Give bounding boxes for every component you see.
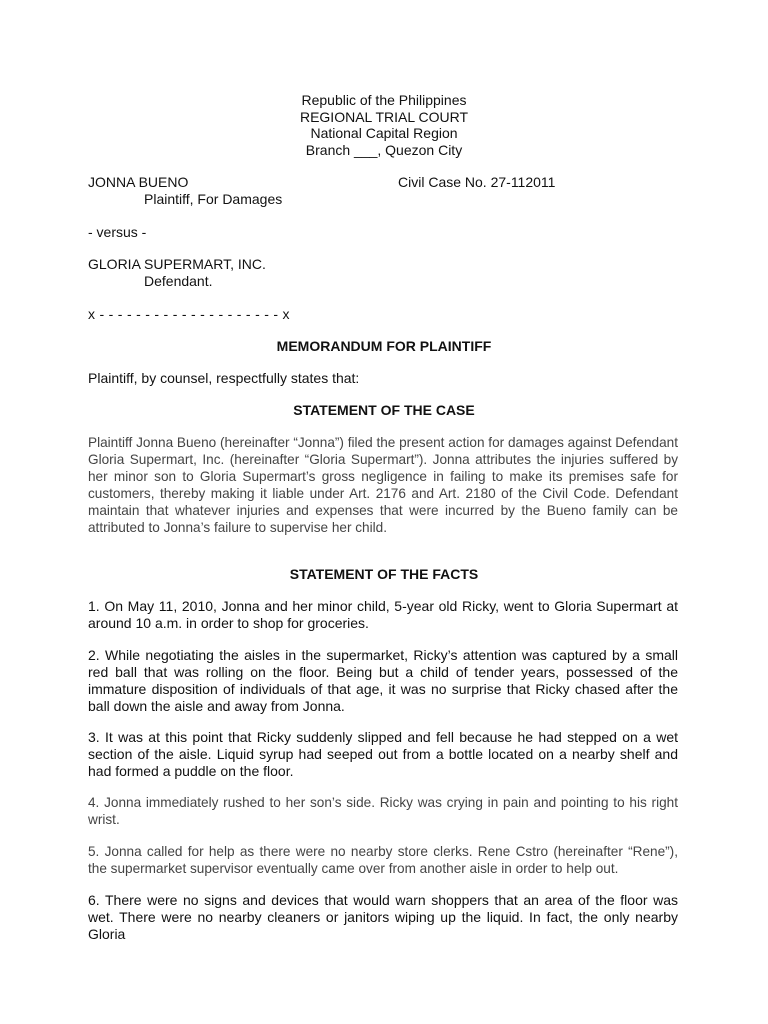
header-line-region: National Capital Region <box>310 125 458 141</box>
case-number: Civil Case No. 27-112011 <box>398 174 556 190</box>
plaintiff-name: JONNA BUENO <box>88 174 189 190</box>
caption-separator: x - - - - - - - - - - - - - - - - - - - - x <box>88 306 290 322</box>
fact-paragraph-1: 1. On May 11, 2010, Jonna and her minor child, 5-year old Ricky, went to Gloria Supermart at around 10 a.m. in order to shop for groceries. <box>88 598 678 631</box>
defendant-role: Defendant. <box>144 273 213 289</box>
intro-line: Plaintiff, by counsel, respectfully states that: <box>88 370 360 386</box>
defendant-name: GLORIA SUPERMART, INC. <box>88 256 266 272</box>
header-line-republic: Republic of the Philippines <box>301 92 467 108</box>
fact-paragraph-4: 4. Jonna immediately rushed to her son’s side. Ricky was crying in pain and pointing to his right wrist. <box>88 795 678 827</box>
plaintiff-role: Plaintiff, For Damages <box>144 191 283 207</box>
statement-of-facts-heading: STATEMENT OF THE FACTS <box>289 566 479 582</box>
court-header <box>0 92 768 158</box>
header-line-court: REGIONAL TRIAL COURT <box>299 108 469 125</box>
document-title: MEMORANDUM FOR PLAINTIFF <box>276 338 492 354</box>
fact-paragraph-2: 2. While negotiating the aisles in the supermarket, Ricky’s attention was captured by a small red ball that was rolling on the floor. Being but a child of tender years, possessed of the immature disposition of individuals of that age, it was no surprise that Ricky chased after the ball down the aisle and away from Jonna. <box>88 647 678 714</box>
fact-paragraph-5: 5. Jonna called for help as there were no nearby store clerks. Rene Cstro (hereinafter “Rene”), the supermarket supervisor eventually came over from another aisle in order to help out. <box>88 844 678 876</box>
header-line-branch: Branch ___, Quezon City <box>305 141 463 158</box>
statement-of-case-body: Plaintiff Jonna Bueno (hereinafter “Jonna”) filed the present action for damages against Defendant Gloria Supermart, Inc. (hereinafter “Gloria Supermart”). Jonna attributes the injuries suffered by her minor son to Gloria Supermart’s gross negligence in failing to make its premises safe for customers, thereby making it liable under Art. 2176 and Art. 2180 of the Civil Code. Defendant maintain that whatever injuries and expenses that were incurred by the Bueno family can be attributed to Jonna’s failure to supervise her child. <box>88 435 678 535</box>
versus-line: - versus - <box>88 224 147 240</box>
fact-paragraph-6: 6. There were no signs and devices that would warn shoppers that an area of the floor was wet. There were no nearby cleaners or janitors wiping up the liquid. In fact, the only nearby Gloria <box>88 892 678 942</box>
fact-paragraph-3: 3. It was at this point that Ricky suddenly slipped and fell because he had stepped on a wet section of the aisle. Liquid syrup had seeped out from a bottle located on a nearby shelf and had formed a puddle on the floor. <box>88 729 678 779</box>
statement-of-case-heading: STATEMENT OF THE CASE <box>293 402 475 418</box>
